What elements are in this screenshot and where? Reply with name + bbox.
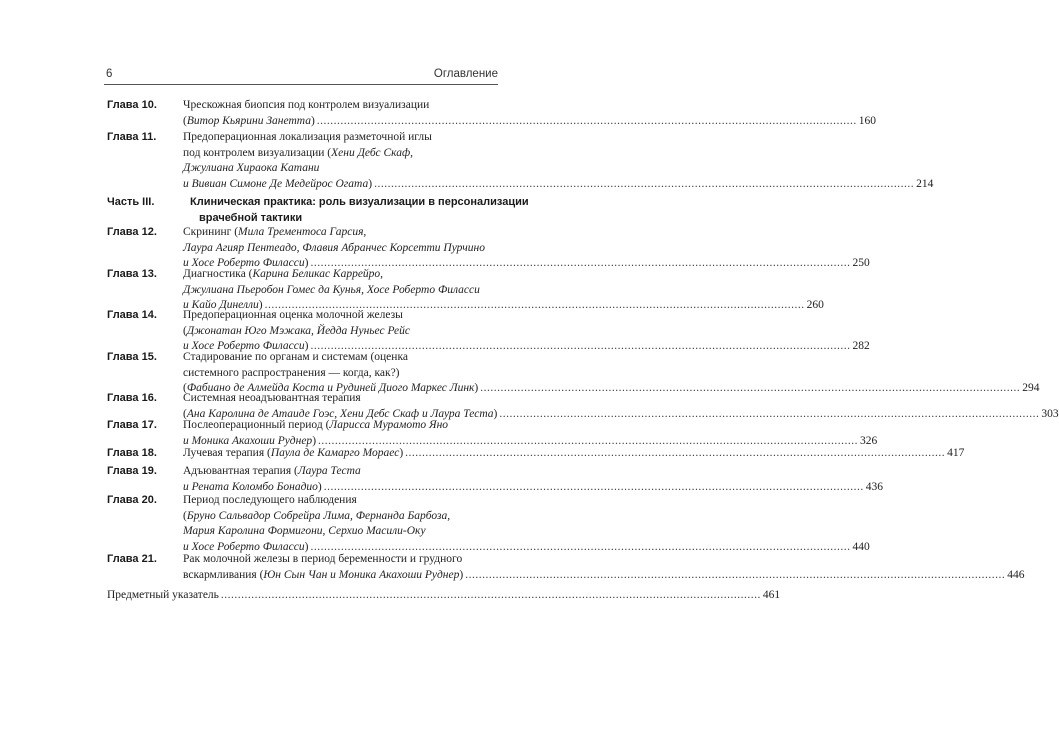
chapter-body bbox=[183, 552, 1025, 583]
leader-dots bbox=[221, 588, 761, 604]
chapter-label: Глава 12. bbox=[107, 226, 157, 238]
toc-entry-subject-index[interactable] bbox=[107, 588, 781, 604]
toc-line bbox=[183, 524, 498, 540]
leader-dots bbox=[480, 381, 1020, 397]
chapter-body bbox=[183, 446, 965, 462]
chapter-authors: Юн Сын Чан и Моника Акахоши Руднер bbox=[263, 568, 460, 581]
toc-line bbox=[183, 283, 498, 299]
chapter-authors: Ана Каролина де Атаиде Гоэс, Хени Дебс Скаф и Лаура Теста bbox=[186, 407, 494, 420]
index-label: Предметный указатель bbox=[107, 589, 219, 601]
toc-line bbox=[183, 552, 498, 568]
toc-line bbox=[183, 493, 498, 509]
leader-dots bbox=[465, 568, 1005, 584]
page-reference: 260 bbox=[806, 299, 824, 311]
chapter-body bbox=[183, 267, 824, 314]
chapter-title: Лучевая терапия ( bbox=[183, 447, 271, 459]
chapter-label: Глава 18. bbox=[107, 447, 157, 459]
toc-line bbox=[183, 267, 498, 283]
chapter-label: Глава 11. bbox=[107, 131, 157, 143]
chapter-title: Предоперационная локализация разметочной иглы bbox=[183, 131, 432, 143]
chapter-title-continued: под контролем визуализации ( bbox=[183, 146, 332, 159]
toc-line bbox=[107, 588, 781, 604]
page-reference: 417 bbox=[947, 447, 965, 459]
page-reference: 440 bbox=[852, 540, 870, 553]
leader-dots bbox=[405, 446, 945, 462]
toc-line bbox=[183, 114, 877, 130]
chapter-authors: Карина Беликас Каррейро, bbox=[252, 268, 384, 280]
toc-line: и Рената Коломбо Бонадио) ..... 436 bbox=[183, 480, 498, 496]
chapter-label: Глава 16. bbox=[107, 392, 157, 404]
toc-line: и Моника Акахоши Руднер) ..... 326 bbox=[183, 434, 498, 450]
chapter-authors: Хени Дебс Скаф, bbox=[331, 146, 414, 159]
chapter-authors: и Моника Акахоши Руднер bbox=[183, 434, 313, 447]
toc-line bbox=[183, 130, 498, 146]
page-reference: 436 bbox=[865, 480, 883, 493]
chapter-authors: Мария Каролина Формигони, Серхио Масили-Оку bbox=[183, 525, 426, 537]
chapter-body bbox=[183, 418, 878, 449]
leader-dots bbox=[317, 114, 857, 130]
chapter-title: Адъювантная терапия ( bbox=[183, 465, 298, 477]
chapter-label: Глава 10. bbox=[107, 99, 157, 111]
chapter-authors: и Хосе Роберто Филасси bbox=[183, 340, 305, 352]
page-reference: 250 bbox=[852, 257, 870, 269]
chapter-authors: Лаура Агияр Пентеадо, Флавия Абранчес Корсетти Пурчино bbox=[183, 241, 485, 254]
toc-line bbox=[183, 418, 498, 434]
chapter-body bbox=[183, 98, 877, 129]
chapter-authors: Лаура Теста bbox=[297, 465, 361, 477]
chapter-title-continued: системного распространения — когда, как?) bbox=[183, 366, 400, 379]
toc-line: вскармливания (Юн Сын Чан и Моника Акахоши Руднер) ..... 446 bbox=[183, 568, 498, 584]
chapter-title-continued: вскармливания ( bbox=[183, 568, 264, 581]
toc-line: (Фабиано де Алмейда Коста и Рудиней Диого Маркес Линк) ..... 294 bbox=[183, 381, 498, 397]
chapter-label: Глава 21. bbox=[107, 553, 157, 565]
chapter-label: Глава 17. bbox=[107, 419, 157, 431]
page-reference: 214 bbox=[916, 177, 934, 190]
chapter-title: Диагностика ( bbox=[183, 268, 253, 280]
toc-line: (Бруно Сальвадор Собрейра Лима, Фернанда Барбоза, bbox=[183, 509, 451, 522]
chapter-authors: (Витор Кьярини Занетта) bbox=[183, 114, 315, 127]
page-number: 6 bbox=[106, 68, 113, 80]
toc-line bbox=[183, 241, 498, 257]
toc-line: и Вивиан Симоне Де Медейрос Огата) ..... 214 bbox=[183, 177, 498, 193]
chapter-authors: Мила Трементоса Гарсия, bbox=[238, 226, 367, 238]
part-label: Часть III. bbox=[107, 196, 155, 208]
chapter-authors: и Рената Коломбо Бонадио bbox=[183, 480, 318, 493]
chapter-body bbox=[183, 493, 870, 555]
toc-line bbox=[183, 366, 498, 382]
toc-line: (Ана Каролина де Атаиде Гоэс, Хени Дебс Скаф и Лаура Теста) ..... 303 bbox=[183, 407, 498, 423]
chapter-authors: и Кайо Динелли bbox=[183, 299, 259, 311]
chapter-label: Глава 15. bbox=[107, 351, 157, 363]
leader-dots bbox=[374, 177, 914, 193]
chapter-label: Глава 20. bbox=[107, 494, 157, 506]
chapter-title: Послеоперационный период ( bbox=[183, 419, 330, 431]
chapter-authors: Паула де Камарго Мораес bbox=[270, 447, 400, 459]
part-title: Клиническая практика: роль визуализации в персонализации врачебной тактики bbox=[190, 196, 529, 224]
chapter-authors: и Хосе Роберто Филасси bbox=[183, 257, 305, 269]
chapter-title: Стадирование по органам и системам (оценка bbox=[183, 351, 408, 363]
chapter-authors: и Вивиан Симоне Де Медейрос Огата bbox=[183, 177, 369, 190]
toc-line bbox=[183, 161, 498, 177]
chapter-body bbox=[183, 308, 870, 355]
chapter-authors: Фабиано де Алмейда Коста и Рудиней Диого Маркес Линк bbox=[186, 382, 475, 394]
chapter-label: Глава 14. bbox=[107, 309, 157, 321]
chapter-title: Предоперационная оценка молочной железы bbox=[183, 309, 403, 321]
leader-dots bbox=[499, 407, 1039, 423]
chapter-authors: Джулиана Пьеробон Гомес да Кунья, Хосе Роберто Филасси bbox=[183, 283, 480, 296]
toc-line bbox=[183, 464, 498, 480]
page-reference: 294 bbox=[1022, 382, 1040, 394]
chapter-authors: Ларисса Мурамото Яно bbox=[329, 419, 449, 431]
toc-line bbox=[183, 350, 498, 366]
toc-line bbox=[183, 98, 498, 114]
chapter-body bbox=[183, 130, 934, 192]
page-reference: 326 bbox=[860, 434, 878, 447]
running-header bbox=[104, 65, 498, 83]
page-reference: 282 bbox=[852, 340, 870, 352]
chapter-title: Чрескожная биопсия под контролем визуализации bbox=[183, 99, 430, 111]
chapter-body bbox=[183, 350, 1040, 397]
toc-line: Лучевая терапия (Паула де Камарго Мораес) ..... 417 bbox=[183, 446, 498, 462]
header-rule bbox=[104, 84, 498, 85]
chapter-title: Период последующего наблюдения bbox=[183, 494, 357, 506]
toc-line bbox=[183, 308, 498, 324]
toc-line bbox=[183, 225, 498, 241]
chapter-title: Системная неоадъювантная терапия bbox=[183, 392, 361, 404]
page-reference: 461 bbox=[762, 589, 781, 601]
toc-line: и Кайо Динелли) ..... 260 bbox=[183, 298, 498, 314]
chapter-label: Глава 13. bbox=[107, 268, 157, 280]
toc-line bbox=[183, 146, 498, 162]
chapter-authors: Джонатан Юго Мэжака, Йедда Нуньес Рейс bbox=[186, 324, 411, 337]
page-reference: 160 bbox=[858, 114, 877, 127]
chapter-body bbox=[183, 464, 883, 495]
toc-line: и Хосе Роберто Филасси) ..... 440 bbox=[183, 540, 498, 556]
page-reference: 446 bbox=[1007, 568, 1025, 581]
section-title: Оглавление bbox=[433, 68, 498, 80]
chapter-label: Глава 19. bbox=[107, 465, 157, 477]
toc-line: (Джонатан Юго Мэжака, Йедда Нуньес Рейс bbox=[183, 324, 411, 337]
page-reference: 303 bbox=[1041, 407, 1059, 420]
chapter-title: Рак молочной железы в период беременности и грудного bbox=[183, 553, 463, 565]
toc-line bbox=[183, 391, 498, 407]
chapter-authors: Бруно Сальвадор Собрейра Лима, Фернанда Барбоза, bbox=[186, 509, 451, 522]
toc-line: и Хосе Роберто Филасси) ..... 282 bbox=[183, 339, 498, 355]
chapter-title: Скрининг ( bbox=[183, 226, 239, 238]
chapter-body bbox=[183, 225, 870, 272]
chapter-authors: и Хосе Роберто Филасси bbox=[183, 540, 305, 553]
toc-line: и Хосе Роберто Филасси) ..... 250 bbox=[183, 256, 498, 272]
chapter-authors: Джулиана Хираока Катани bbox=[183, 162, 320, 174]
